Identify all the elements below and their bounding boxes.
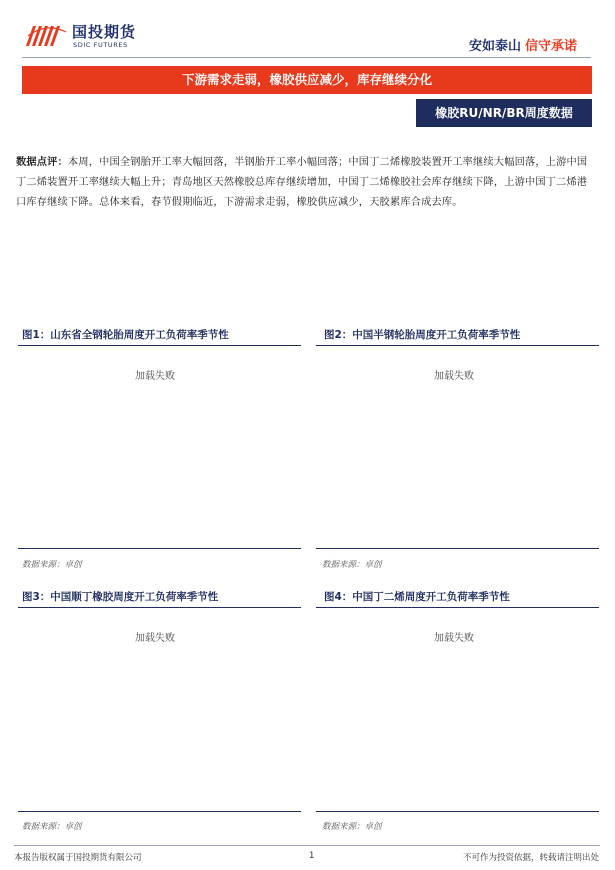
slogan-part1: 安如泰山 (468, 39, 521, 54)
figure-4-load-failed: 加载失败 (434, 633, 474, 644)
figure-3-bottom-rule (18, 811, 301, 812)
slogan-part2: 信守承诺 (524, 39, 577, 54)
company-logo (24, 20, 174, 52)
figure-1-title: 图1：山东省全钢轮胎周度开工负荷率季节性 (22, 329, 229, 341)
footer-disclaimer: 不可作为投资依据，转载请注明出处 (462, 853, 599, 863)
logo-mark-icon (24, 22, 68, 48)
figure-4-top-rule (316, 607, 599, 608)
figure-2-bottom-rule (316, 548, 599, 549)
figure-4-source: 数据来源：卓创 (322, 822, 382, 832)
commentary-label: 数据点评： (16, 157, 68, 168)
figure-4-bottom-rule (316, 811, 599, 812)
page-number: 1 (309, 851, 315, 861)
slogan (469, 35, 577, 54)
figure-3-source: 数据来源：卓创 (22, 822, 82, 832)
figure-2-load-failed: 加载失败 (434, 371, 474, 382)
figure-1-bottom-rule (18, 548, 301, 549)
figure-2-top-rule (316, 345, 599, 346)
logo-text: 国投期货 (72, 23, 137, 41)
commentary-text: 本周，中国全钢胎开工率大幅回落，半钢胎开工率小幅回落；中国丁二烯橡胶装置开工率继续大幅回落，上游中国丁二烯装置开工率继续大幅上升；青岛地区天然橡胶总库存继续增加，中国丁二烯橡胶社会库存继续下降，上游中国丁二烯港口库存继续下降。总体来看，春节假期临近，下游需求走弱，橡胶供应减少，天胶累库合成去库。 (16, 157, 588, 208)
report-tag: 橡胶RU/NR/BR周度数据 (416, 99, 592, 127)
header-divider (22, 57, 591, 58)
figure-1-top-rule (18, 345, 301, 346)
figure-2-source: 数据来源：卓创 (322, 560, 382, 570)
figure-1-load-failed: 加载失败 (135, 371, 175, 382)
figure-3-title: 图3：中国顺丁橡胶周度开工负荷率季节性 (22, 591, 219, 603)
figure-2-title: 图2：中国半钢轮胎周度开工负荷率季节性 (324, 329, 521, 341)
logo-subtext: SDIC FUTURES (73, 41, 128, 49)
figure-3-load-failed: 加载失败 (135, 633, 175, 644)
figure-1-source: 数据来源：卓创 (22, 560, 82, 570)
figure-3-top-rule (18, 607, 301, 608)
headline-banner: 下游需求走弱，橡胶供应减少，库存继续分化 (22, 66, 592, 94)
footer-divider (14, 845, 600, 846)
data-commentary (16, 153, 596, 213)
footer-copyright: 本报告版权属于国投期货有限公司 (14, 853, 142, 863)
figure-4-title: 图4：中国丁二烯周度开工负荷率季节性 (324, 591, 510, 603)
